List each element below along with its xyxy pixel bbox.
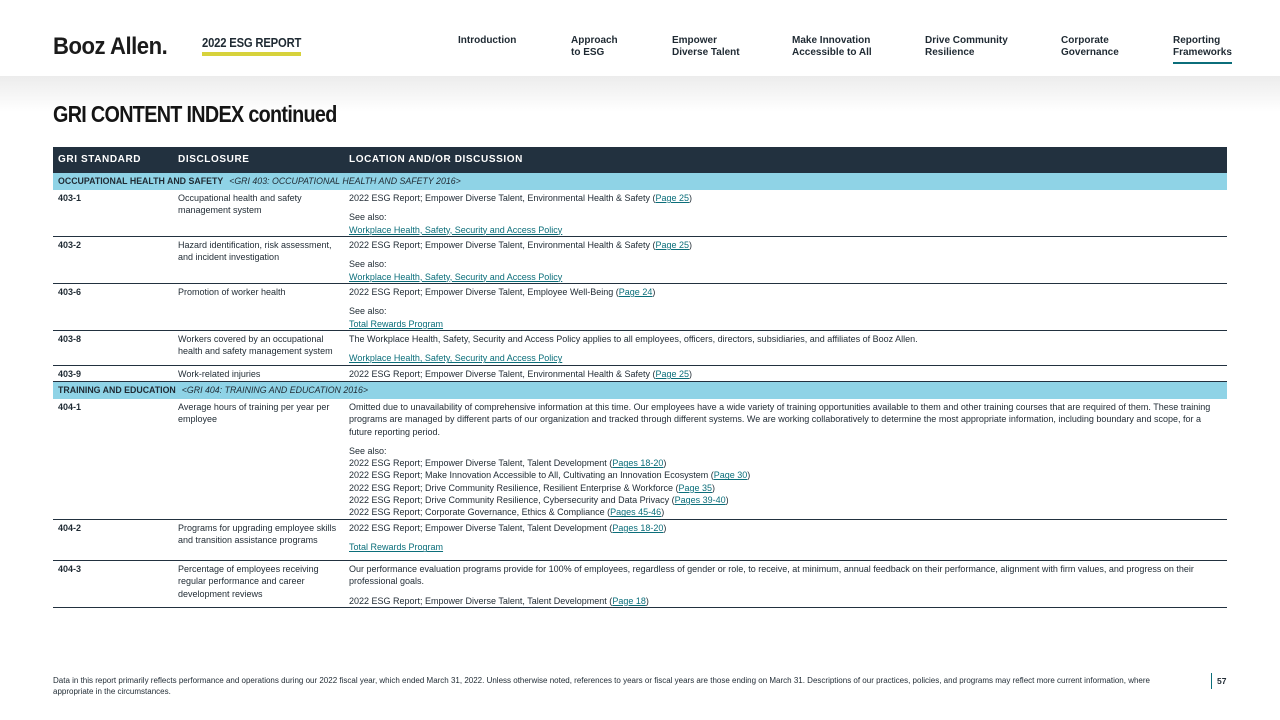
policy-link[interactable]: Workplace Health, Safety, Security and Access Policy <box>349 271 563 282</box>
page-link[interactable]: Page 24 <box>618 287 653 297</box>
see-also-label: See also: <box>349 212 387 223</box>
table-row <box>53 284 1227 331</box>
location-cell: The Workplace Health, Safety, Security and Access Policy applies to all employees, officers, directors, subsidiaries, and affiliates of Booz Allen. Workplace Health, Safety, Security and Access Policy <box>349 333 1221 365</box>
location-cell: 2022 ESG Report; Empower Diverse Talent, Environmental Health & Safety (Page 25) See also: Workplace Health, Safety, Security and Access Policy <box>349 239 1221 283</box>
table-row <box>53 190 1227 237</box>
page-link[interactable]: Page 25 <box>655 240 690 250</box>
nav-introduction[interactable]: Introduction <box>458 35 517 46</box>
location-cell: 2022 ESG Report; Empower Diverse Talent, Environmental Health & Safety (Page 25) <box>349 369 693 379</box>
header-gri-standard: GRI STANDARD <box>58 154 142 165</box>
section-occupational-health <box>53 173 1227 190</box>
header-location: LOCATION AND/OR DISCUSSION <box>349 154 523 165</box>
disclosure-text: Percentage of employees receiving regular performance and career development reviews <box>178 564 319 599</box>
gri-code: 403-1 <box>58 193 82 203</box>
disclosure-text: Work-related injuries <box>178 369 261 379</box>
gri-code: 403-6 <box>58 287 82 297</box>
gri-code: 403-8 <box>58 334 82 344</box>
nav-empower-diverse-talent[interactable]: Empower Diverse Talent <box>672 35 740 58</box>
report-tag[interactable]: 2022 ESG REPORT <box>202 36 301 56</box>
top-nav <box>0 35 1280 75</box>
nav-corporate-governance[interactable]: Corporate Governance <box>1061 35 1119 58</box>
location-cell: Omitted due to unavailability of comprehensive information at this time. Our employees have a wide variety of training opportunities available to them and other training courses that are required of them. These training programs are managed by different parts of our organization and tracked through different systems. We are working collaboratively to determine the most appropriate information, including boundary and scope, for a future reporting period. See also: 2022 ESG Report; Empower Diverse Talent, Talent Development (Pages 18-20) 2022 ESG Report; Make Innovation Accessible to All, Cultivating an Innovation Ecosystem (Page 30) 2022 ESG Report; Drive Community Resilience, Resilient Enterprise & Workforce (Page 35) 2022 ESG Report; Drive Community Resilience, Cybersecurity and Data Privacy (Pages 39-40) 2022 ESG Report; Corporate Governance, Ethics & Compliance (Pages 45-46) <box>349 401 1221 519</box>
see-also-label: See also: <box>349 259 387 270</box>
total-rewards-link[interactable]: Total Rewards Program <box>349 542 444 553</box>
page-title: GRI CONTENT INDEX continued <box>53 101 337 127</box>
booz-allen-logo[interactable]: Booz Allen. <box>53 33 168 60</box>
page-link[interactable]: Pages 18-20 <box>612 523 664 533</box>
top-header <box>0 0 1280 76</box>
section-title: TRAINING AND EDUCATION <box>58 385 176 395</box>
gri-code: 403-2 <box>58 240 82 250</box>
section-title: OCCUPATIONAL HEALTH AND SAFETY <box>58 176 224 186</box>
nav-make-innovation-accessible[interactable]: Make Innovation Accessible to All <box>792 35 872 58</box>
see-also-label: See also: <box>349 306 387 317</box>
gri-code: 404-2 <box>58 523 82 533</box>
page-link[interactable]: Page 35 <box>678 482 712 493</box>
disclosure-text: Average hours of training per year per employee <box>178 402 330 425</box>
disclosure-text: Workers covered by an occupational health and safety management system <box>178 334 333 357</box>
footnote: Data in this report primarily reflects performance and operations during our 2022 fiscal year, which ended March 31, 2022. Unless otherwise noted, references to years or fiscal years are those ending on March 31. Descriptions of our practices, policies, and programs may reflect more current information, where appropriate in the circumstances. <box>53 676 1150 696</box>
disclosure-text: Programs for upgrading employee skills and transition assistance programs <box>178 523 337 546</box>
gri-code: 404-1 <box>58 402 82 412</box>
policy-link[interactable]: Workplace Health, Safety, Security and Access Policy <box>349 353 563 364</box>
gri-code: 404-3 <box>58 564 82 574</box>
page-link[interactable]: Page 25 <box>655 193 690 203</box>
nav-reporting-frameworks[interactable]: Reporting Frameworks <box>1173 35 1232 64</box>
location-cell: 2022 ESG Report; Empower Diverse Talent, Environmental Health & Safety (Page 25) See also: Workplace Health, Safety, Security and Access Policy <box>349 192 1221 236</box>
table-row <box>53 561 1227 608</box>
table-row <box>53 237 1227 284</box>
gri-content-table <box>53 147 1227 608</box>
disclosure-text: Occupational health and safety management system <box>178 193 302 216</box>
table-row <box>53 366 1227 382</box>
location-cell: 2022 ESG Report; Empower Diverse Talent, Talent Development (Pages 18-20) Total Rewards Program <box>349 522 1221 554</box>
gri-code: 403-9 <box>58 369 82 379</box>
page-link[interactable]: Pages 18-20 <box>612 458 664 469</box>
page-number: 57 <box>1211 673 1226 689</box>
table-row <box>53 331 1227 366</box>
nav-approach-to-esg[interactable]: Approach to ESG <box>571 35 618 58</box>
location-cell: 2022 ESG Report; Empower Diverse Talent, Employee Well-Being (Page 24) See also: Total Rewards Program <box>349 286 1221 330</box>
section-gri-ref: <GRI 403: OCCUPATIONAL HEALTH AND SAFETY 2016> <box>229 176 461 186</box>
location-cell: Our performance evaluation programs provide for 100% of employees, regardless of gender or role, to receive, at minimum, annual feedback on their performance, alignment with firm values, and progress on their professional goals. 2022 ESG Report; Empower Diverse Talent, Talent Development (Page 18) <box>349 563 1221 607</box>
disclosure-text: Hazard identification, risk assessment, and incident investigation <box>178 240 332 263</box>
table-header <box>53 147 1227 173</box>
page-link[interactable]: Page 30 <box>713 470 748 481</box>
section-training-education <box>53 382 1227 399</box>
policy-link[interactable]: Workplace Health, Safety, Security and Access Policy <box>349 224 563 235</box>
disclosure-text: Promotion of worker health <box>178 287 286 297</box>
page-link[interactable]: Page 25 <box>655 369 690 379</box>
section-gri-ref: <GRI 404: TRAINING AND EDUCATION 2016> <box>181 385 369 395</box>
table-row <box>53 520 1227 561</box>
omitted-explanation: Omitted due to unavailability of comprehensive information at this time. Our employees have a wide variety of training opportunities available to them and other training courses that are required of them. These training programs are managed by different parts of our organization and tracked through different systems. We are working collaboratively to determine the most appropriate information, including boundary and scope, for a future reporting period. <box>349 402 1211 437</box>
performance-text: Our performance evaluation programs provide for 100% of employees, regardless of gender or role, to receive, at minimum, annual feedback on their performance, alignment with firm values, and progress on their professional goals. <box>349 564 1194 587</box>
page-link[interactable]: Page 18 <box>612 595 646 606</box>
table-row <box>53 399 1227 520</box>
total-rewards-link[interactable]: Total Rewards Program <box>349 318 444 329</box>
header-disclosure: DISCLOSURE <box>178 154 250 165</box>
page-link[interactable]: Pages 39-40 <box>674 495 726 506</box>
nav-drive-community-resilience[interactable]: Drive Community Resilience <box>925 35 1008 58</box>
page-link[interactable]: Pages 45-46 <box>610 507 662 518</box>
see-also-label: See also: <box>349 445 387 456</box>
